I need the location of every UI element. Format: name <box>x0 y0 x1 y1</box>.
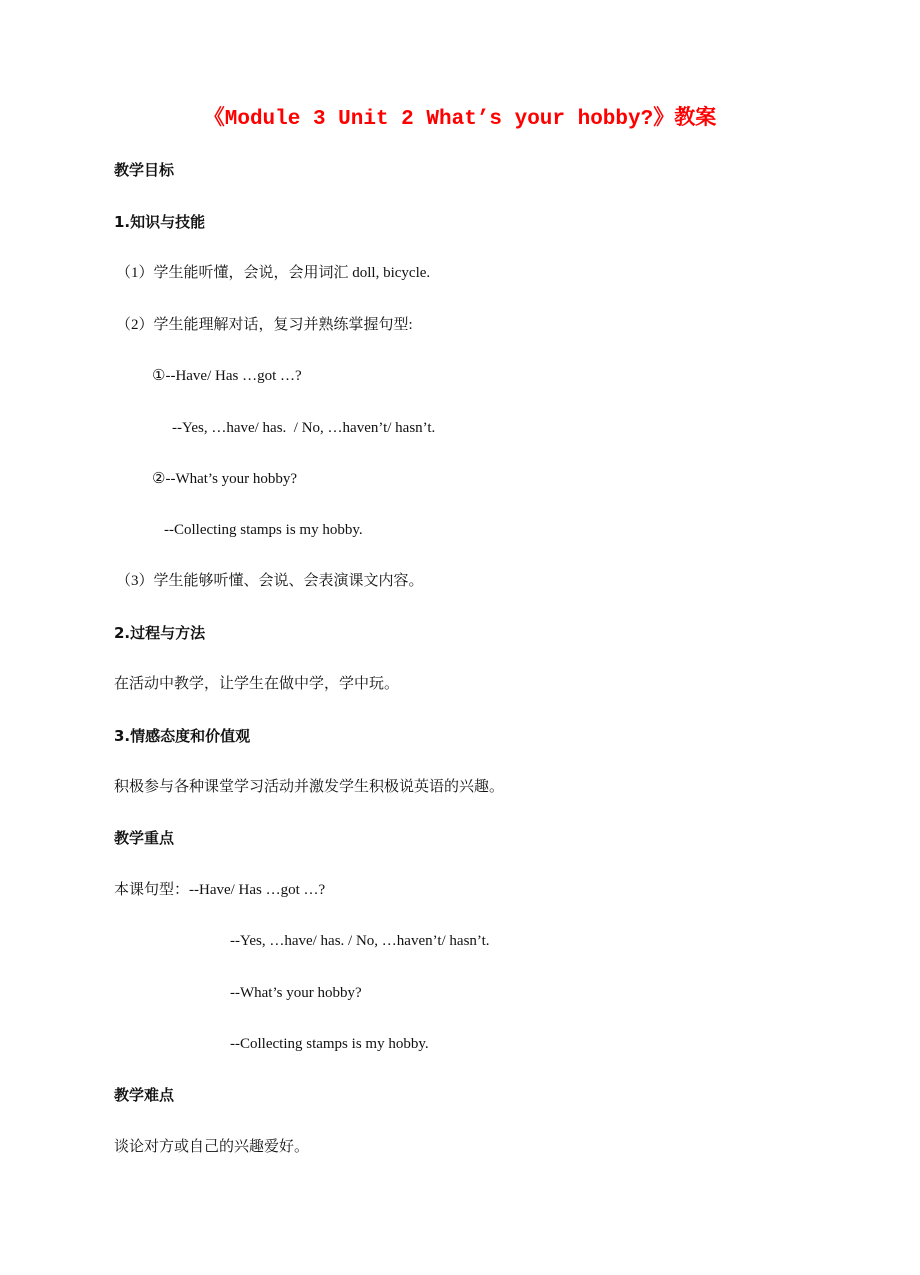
key-pattern-1: 本课句型：--Have/ Has …got …? <box>114 882 326 898</box>
heading-difficulties: 教学难点 <box>114 1086 175 1104</box>
difficulties-text: 谈论对方或自己的兴趣爱好。 <box>114 1139 310 1155</box>
pattern-1-question: ①--Have/ Has …got …? <box>152 368 302 384</box>
key-pattern-3: --What’s your hobby? <box>230 985 362 1001</box>
document-title: 《Module 3 Unit 2 What’s your hobby?》教案 <box>203 108 717 131</box>
objective-item-1: （1）学生能听懂，会说，会用词汇 doll, bicycle. <box>116 265 431 281</box>
key-pattern-2: --Yes, …have/ has. / No, …haven’t/ hasn’t. <box>230 933 490 949</box>
heading-knowledge-skills: 1.知识与技能 <box>114 213 206 231</box>
heading-attitude-values: 3.情感态度和价值观 <box>114 727 251 745</box>
process-method-text: 在活动中教学，让学生在做中学，学中玩。 <box>114 676 400 692</box>
objective-item-2: （2）学生能理解对话，复习并熟练掌握句型: <box>116 317 413 333</box>
heading-process-method: 2.过程与方法 <box>114 624 206 642</box>
pattern-2-answer: --Collecting stamps is my hobby. <box>164 522 363 538</box>
attitude-values-text: 积极参与各种课堂学习活动并激发学生积极说英语的兴趣。 <box>114 779 505 795</box>
objective-item-3: （3）学生能够听懂、会说、会表演课文内容。 <box>116 573 424 589</box>
key-pattern-4: --Collecting stamps is my hobby. <box>230 1036 429 1052</box>
heading-teaching-objectives: 教学目标 <box>114 161 175 179</box>
heading-key-points: 教学重点 <box>114 829 175 847</box>
pattern-2-question: ②--What’s your hobby? <box>152 471 298 487</box>
pattern-1-answer: --Yes, …have/ has. / No, …haven’t/ hasn’t. <box>172 420 436 436</box>
